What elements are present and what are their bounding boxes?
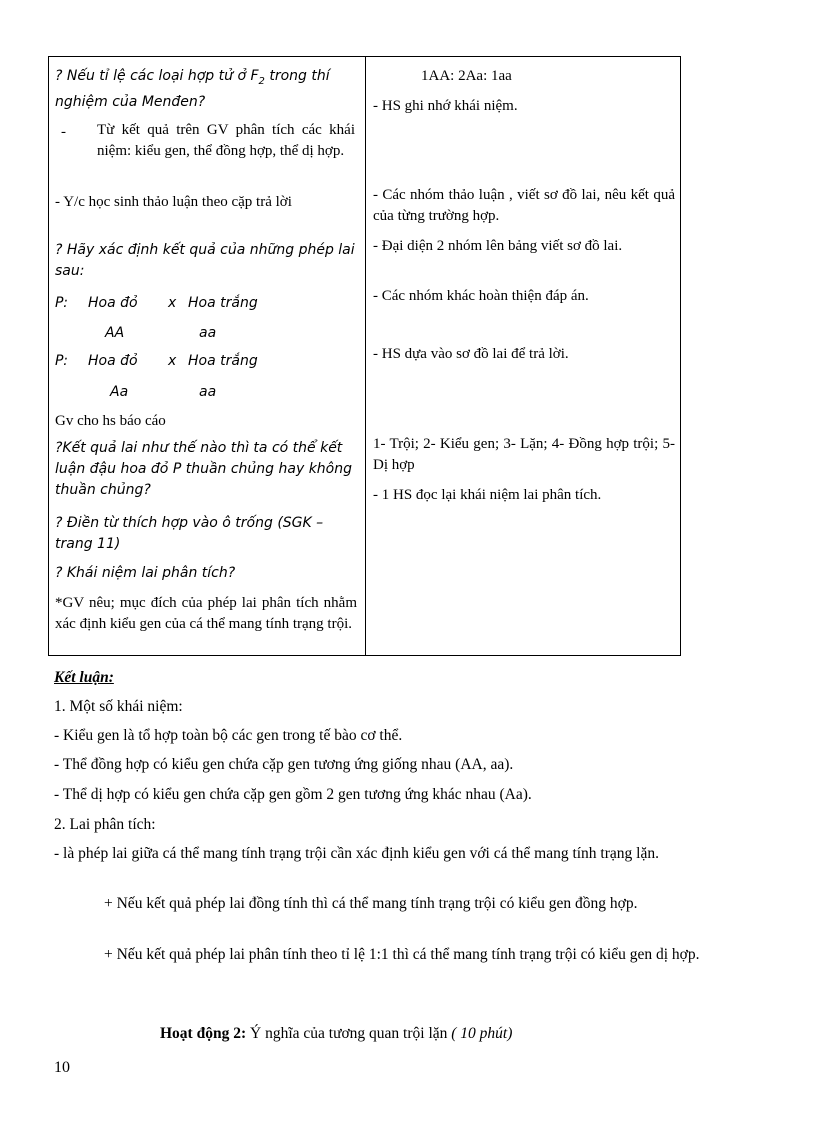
- answer-complete: - Các nhóm khác hoàn thiện đáp án.: [373, 288, 589, 304]
- conclusion-line: 2. Lai phân tích:: [54, 816, 156, 833]
- question-zygote-ratio: ? Nếu tỉ lệ các loại hợp tử ở $F_2$ trong thí nghiệm của Menđen?: [55, 68, 330, 110]
- answer-board: - Đại diện 2 nhóm lên bảng viết sơ đồ lai.: [373, 238, 623, 254]
- question-purebred: ?Kết quả lai như thế nào thì ta có thể kết luận đậu hoa đỏ P thuần chủng hay không thuần chủng?: [55, 440, 353, 498]
- conclusion-line: - Thể dị hợp có kiểu gen chứa cặp gen gồm 2 gen tương ứng khác nhau (Aa).: [54, 786, 532, 803]
- cross-1-genotype: AA aa: [105, 325, 217, 341]
- gv-test-cross-purpose: *GV nêu; mục đích của phép lai phân tích nhằm xác định kiểu gen của cá thể mang tính trạng trội.: [55, 595, 357, 632]
- answer-ratio: 1AA: 2Aa: 1aa: [421, 68, 512, 84]
- question-test-cross: ? Khái niệm lai phân tích?: [55, 565, 236, 581]
- answer-remember: - HS ghi nhớ khái niệm.: [373, 98, 518, 114]
- discuss-instruction: - Y/c học sinh thảo luận theo cặp trả lời: [55, 194, 292, 210]
- conclusion-line: + Nếu kết quả phép lai phân tính theo tỉ lệ 1:1 thì cá thể mang tính trạng trội có kiểu gen dị hợp.: [104, 946, 700, 963]
- conclusion-line: - là phép lai giữa cá thể mang tính trạng trội cần xác định kiểu gen với cá thể mang tính trạng lặn.: [54, 845, 659, 862]
- answer-fill-blank: 1- Trội; 2- Kiểu gen; 3- Lặn; 4- Đồng hợp trội; 5- Dị hợp: [373, 436, 675, 473]
- answer-group-discuss: - Các nhóm thảo luận , viết sơ đồ lai, nêu kết quả của từng trường hợp.: [373, 187, 675, 224]
- cross-2-phenotype: P: Hoa đỏ x Hoa trắng: [55, 353, 258, 369]
- question-cross-results: ? Hãy xác định kết quả của những phép lai sau:: [55, 242, 355, 279]
- cross-2-genotype: Aa aa: [110, 384, 217, 400]
- lesson-table: [48, 56, 681, 656]
- gv-analysis-item: - Từ kết quả trên GV phân tích các khái niệm: kiểu gen, thể đồng hợp, thể dị hợp.: [61, 122, 355, 159]
- answer-use-diagram: - HS dựa vào sơ đồ lai để trả lời.: [373, 346, 569, 362]
- column-divider: [365, 57, 366, 655]
- report-instruction: Gv cho hs báo cáo: [55, 413, 166, 429]
- question-fill-blank: ? Điền từ thích hợp vào ô trống (SGK – trang 11): [55, 515, 324, 552]
- answer-read-concept: - 1 HS đọc lại khái niệm lai phân tích.: [373, 487, 602, 503]
- conclusion-heading: Kết luận:: [54, 669, 114, 686]
- page-number: 10: [54, 1059, 70, 1076]
- cross-1-phenotype: P: Hoa đỏ x Hoa trắng: [55, 295, 258, 311]
- conclusion-line: + Nếu kết quả phép lai đồng tính thì cá thể mang tính trạng trội có kiểu gen đồng hợp.: [104, 895, 638, 912]
- activity-heading: Hoạt động 2: Ý nghĩa của tương quan trội lặn ( 10 phút): [160, 1025, 513, 1042]
- conclusion-line: - Thể đồng hợp có kiểu gen chứa cặp gen tương ứng giống nhau (AA, aa).: [54, 756, 514, 773]
- conclusion-line: - Kiểu gen là tổ hợp toàn bộ các gen trong tế bào cơ thể.: [54, 727, 403, 744]
- conclusion-line: 1. Một số khái niệm:: [54, 698, 183, 715]
